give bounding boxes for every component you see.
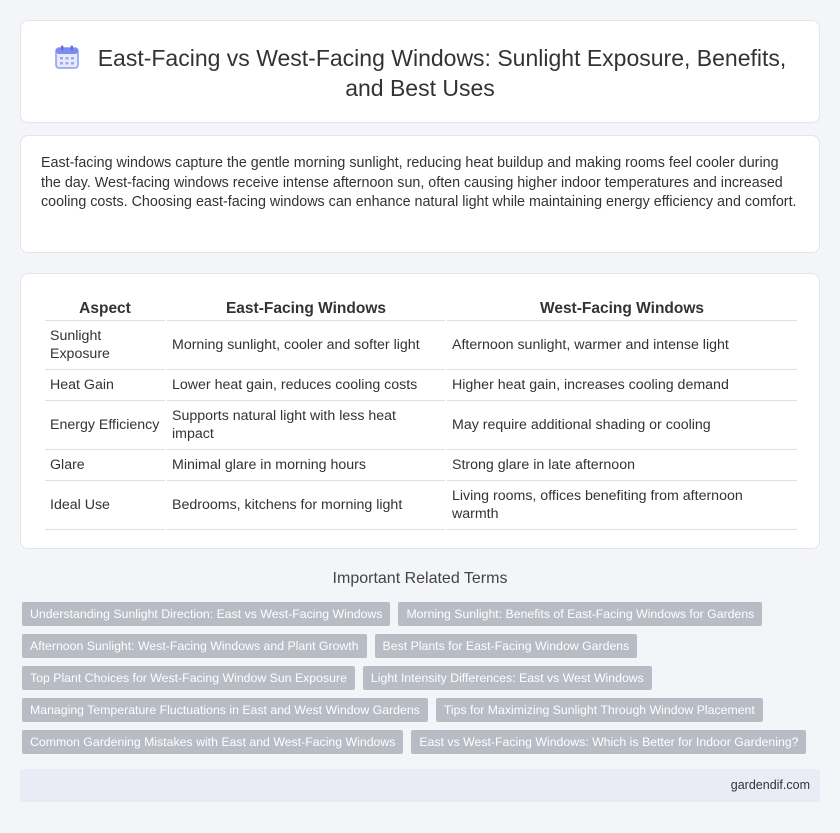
related-term-link[interactable]: Understanding Sunlight Direction: East vs West-Facing Windows: [22, 602, 390, 626]
table-header-row: [45, 295, 797, 321]
summary-card: [20, 135, 820, 253]
related-term-link[interactable]: Common Gardening Mistakes with East and West-Facing Windows: [22, 730, 403, 754]
comparison-table: [43, 295, 799, 530]
related-term-link[interactable]: Best Plants for East-Facing Window Gardens: [375, 634, 638, 658]
related-term-link[interactable]: East vs West-Facing Windows: Which is Better for Indoor Gardening?: [411, 730, 806, 754]
table-cell: Glare: [45, 450, 165, 481]
table-cell: Minimal glare in morning hours: [167, 450, 445, 481]
table-row: [45, 321, 797, 370]
related-terms-title: Important Related Terms: [332, 570, 508, 587]
footer: [20, 769, 820, 802]
related-terms-list: [22, 602, 812, 754]
table-cell: Heat Gain: [45, 370, 165, 401]
table-cell: Higher heat gain, increases cooling demand: [447, 370, 797, 401]
table-cell: Living rooms, offices benefiting from afternoon warmth: [447, 481, 797, 530]
table-cell: Energy Efficiency: [45, 401, 165, 450]
comparison-table-card: [20, 273, 820, 549]
header-west: West-Facing Windows: [447, 295, 797, 321]
header-aspect: Aspect: [45, 295, 165, 321]
table-cell: Bedrooms, kitchens for morning light: [167, 481, 445, 530]
table-cell: Afternoon sunlight, warmer and intense light: [447, 321, 797, 370]
page-title: East-Facing vs West-Facing Windows: Sunlight Exposure, Benefits, and Best Uses: [97, 45, 787, 101]
table-row: [45, 370, 797, 401]
header-card: [20, 20, 820, 123]
calendar-icon: [54, 44, 80, 70]
related-term-link[interactable]: Light Intensity Differences: East vs West Windows: [363, 666, 652, 690]
summary-text: East-facing windows capture the gentle morning sunlight, reducing heat buildup and making rooms feel cooler during the day. West-facing windows receive intense afternoon sun, often causing higher indoor temperatures and increased cooling costs. Choosing east-facing windows can enhance natural light while maintaining energy efficiency and comfort.: [41, 155, 797, 210]
related-term-link[interactable]: Tips for Maximizing Sunlight Through Window Placement: [436, 698, 763, 722]
table-cell: May require additional shading or cooling: [447, 401, 797, 450]
table-cell: Morning sunlight, cooler and softer light: [167, 321, 445, 370]
footer-site-link[interactable]: gardendif.com: [730, 778, 810, 792]
related-term-link[interactable]: Top Plant Choices for West-Facing Window Sun Exposure: [22, 666, 355, 690]
table-cell: Ideal Use: [45, 481, 165, 530]
table-row: [45, 401, 797, 450]
header-east: East-Facing Windows: [167, 295, 445, 321]
table-cell: Sunlight Exposure: [45, 321, 165, 370]
table-cell: Strong glare in late afternoon: [447, 450, 797, 481]
table-row: [45, 481, 797, 530]
table-row: [45, 450, 797, 481]
table-cell: Lower heat gain, reduces cooling costs: [167, 370, 445, 401]
related-term-link[interactable]: Morning Sunlight: Benefits of East-Facing Windows for Gardens: [398, 602, 762, 626]
page-title-container: [21, 43, 819, 103]
table-cell: Supports natural light with less heat impact: [167, 401, 445, 450]
related-term-link[interactable]: Managing Temperature Fluctuations in East and West Window Gardens: [22, 698, 428, 722]
related-term-link[interactable]: Afternoon Sunlight: West-Facing Windows and Plant Growth: [22, 634, 367, 658]
